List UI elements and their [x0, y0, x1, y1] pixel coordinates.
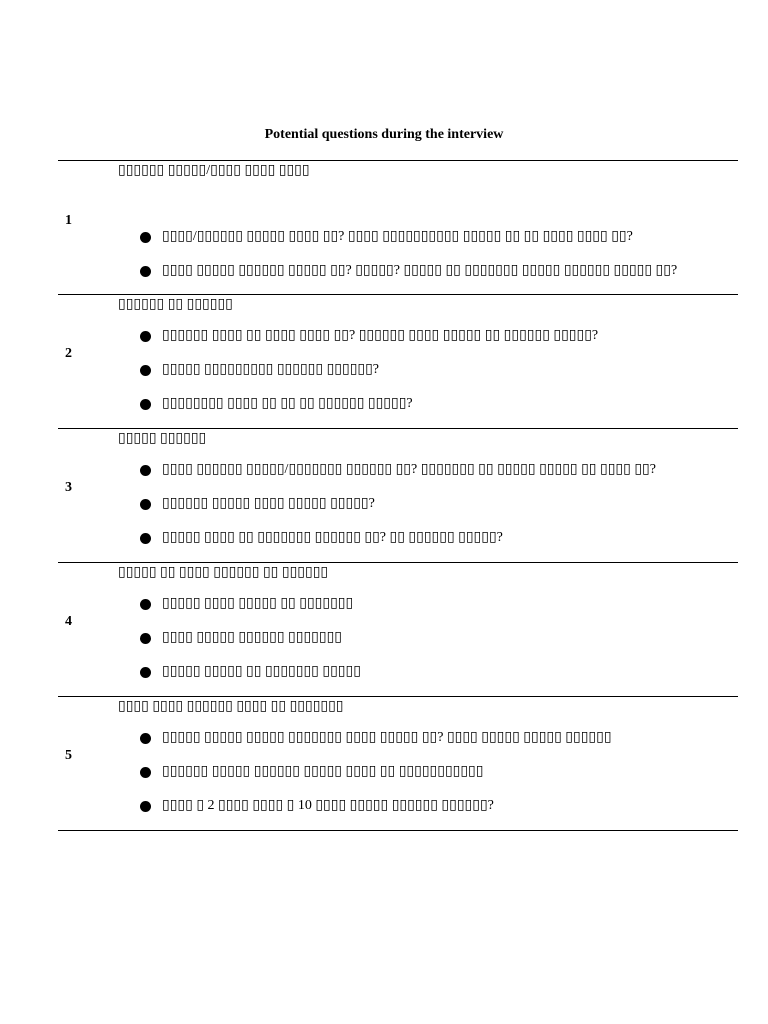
list-item-text: ▯▯▯▯▯▯ ▯▯▯▯▯ ▯▯▯▯ ▯▯▯▯▯ ▯▯▯▯▯?	[162, 496, 375, 511]
list-item	[140, 462, 656, 478]
list-item	[140, 664, 361, 680]
row-number: 4	[65, 614, 72, 629]
table-row	[58, 295, 738, 429]
bullet-icon	[140, 499, 151, 510]
bullet-icon	[140, 599, 151, 610]
bullet-icon	[140, 399, 151, 410]
bullet-icon	[140, 633, 151, 644]
questions-table	[58, 160, 738, 831]
list-item-text: ▯▯▯▯ ▯ 2 ▯▯▯▯ ▯▯▯▯ ▯ 10 ▯▯▯▯ ▯▯▯▯▯ ▯▯▯▯▯▯ ▯▯▯▯▯▯?	[162, 798, 494, 813]
list-item-text: ▯▯▯▯▯▯▯▯ ▯▯▯▯ ▯▯ ▯▯ ▯▯ ▯▯▯▯▯▯ ▯▯▯▯▯?	[162, 396, 413, 411]
list-item	[140, 730, 612, 746]
bullet-icon	[140, 331, 151, 342]
table-row	[58, 429, 738, 563]
list-item-text: ▯▯▯▯ ▯▯▯▯▯▯ ▯▯▯▯▯/▯▯▯▯▯▯▯ ▯▯▯▯▯▯ ▯▯? ▯▯▯▯▯▯▯ ▯▯ ▯▯▯▯▯ ▯▯▯▯▯ ▯▯ ▯▯▯▯ ▯▯?	[162, 462, 656, 477]
list-item-text: ▯▯▯▯▯ ▯▯▯▯▯ ▯▯ ▯▯▯▯▯▯▯ ▯▯▯▯▯	[162, 664, 361, 679]
bullet-icon	[140, 733, 151, 744]
list-item	[140, 328, 598, 344]
list-item	[140, 596, 353, 612]
table-row	[58, 563, 738, 697]
bullet-icon	[140, 767, 151, 778]
list-item-text: ▯▯▯▯▯▯ ▯▯▯▯ ▯▯ ▯▯▯▯ ▯▯▯▯ ▯▯? ▯▯▯▯▯▯ ▯▯▯▯ ▯▯▯▯▯ ▯▯ ▯▯▯▯▯▯ ▯▯▯▯▯?	[162, 328, 599, 343]
bullet-icon	[140, 465, 151, 476]
list-item-text: ▯▯▯▯/▯▯▯▯▯▯ ▯▯▯▯▯ ▯▯▯▯ ▯▯? ▯▯▯▯ ▯▯▯▯▯▯▯▯▯▯ ▯▯▯▯▯ ▯▯ ▯▯ ▯▯▯▯ ▯▯▯▯ ▯▯?	[162, 229, 633, 244]
bullet-icon	[140, 266, 151, 277]
section-heading: ▯▯▯▯▯ ▯▯ ▯▯▯▯ ▯▯▯▯▯▯ ▯▯ ▯▯▯▯▯▯	[118, 565, 329, 580]
table-row	[58, 161, 738, 295]
row-number: 3	[65, 480, 72, 495]
list-item	[140, 229, 633, 245]
bullet-icon	[140, 533, 151, 544]
section-heading: ▯▯▯▯ ▯▯▯▯ ▯▯▯▯▯▯ ▯▯▯▯ ▯▯ ▯▯▯▯▯▯▯	[118, 699, 344, 714]
list-item-text: ▯▯▯▯ ▯▯▯▯▯ ▯▯▯▯▯▯ ▯▯▯▯▯ ▯▯? ▯▯▯▯▯? ▯▯▯▯▯ ▯▯ ▯▯▯▯▯▯▯ ▯▯▯▯▯ ▯▯▯▯▯▯ ▯▯▯▯▯ ▯▯?	[162, 263, 678, 278]
list-item	[140, 630, 342, 646]
list-item	[140, 764, 483, 780]
section-heading: ▯▯▯▯▯▯ ▯▯▯▯▯/▯▯▯▯ ▯▯▯▯ ▯▯▯▯	[118, 163, 310, 178]
bullet-icon	[140, 801, 151, 812]
table-row	[58, 697, 738, 831]
section-heading: ▯▯▯▯▯ ▯▯▯▯▯▯	[118, 431, 207, 446]
page-title: Potential questions during the interview	[264, 127, 504, 142]
list-item-text: ▯▯▯▯▯ ▯▯▯▯ ▯▯ ▯▯▯▯▯▯▯ ▯▯▯▯▯▯ ▯▯? ▯▯ ▯▯▯▯▯▯ ▯▯▯▯▯?	[162, 530, 503, 545]
row-number: 2	[65, 346, 72, 361]
row-number: 5	[65, 748, 72, 763]
list-item	[140, 396, 413, 412]
section-heading: ▯▯▯▯▯▯ ▯▯ ▯▯▯▯▯▯	[118, 297, 233, 312]
list-item-text: ▯▯▯▯▯ ▯▯▯▯▯ ▯▯▯▯▯ ▯▯▯▯▯▯▯ ▯▯▯▯ ▯▯▯▯▯ ▯▯? ▯▯▯▯ ▯▯▯▯▯ ▯▯▯▯▯ ▯▯▯▯▯▯	[162, 730, 612, 745]
row-number: 1	[65, 213, 72, 228]
list-item-text: ▯▯▯▯▯▯ ▯▯▯▯▯ ▯▯▯▯▯▯ ▯▯▯▯▯ ▯▯▯▯ ▯▯ ▯▯▯▯▯▯▯▯▯▯▯	[162, 764, 484, 779]
bullet-icon	[140, 232, 151, 243]
list-item-text: ▯▯▯▯ ▯▯▯▯▯ ▯▯▯▯▯▯ ▯▯▯▯▯▯▯	[162, 630, 342, 645]
list-item	[140, 530, 503, 546]
list-item	[140, 798, 494, 814]
bullet-icon	[140, 667, 151, 678]
list-item-text: ▯▯▯▯▯ ▯▯▯▯ ▯▯▯▯▯ ▯▯ ▯▯▯▯▯▯▯	[162, 596, 354, 611]
list-item	[140, 362, 379, 378]
list-item	[140, 263, 677, 279]
list-item-text: ▯▯▯▯▯ ▯▯▯▯▯▯▯▯▯ ▯▯▯▯▯▯ ▯▯▯▯▯▯?	[162, 362, 380, 377]
list-item	[140, 496, 375, 512]
bullet-icon	[140, 365, 151, 376]
